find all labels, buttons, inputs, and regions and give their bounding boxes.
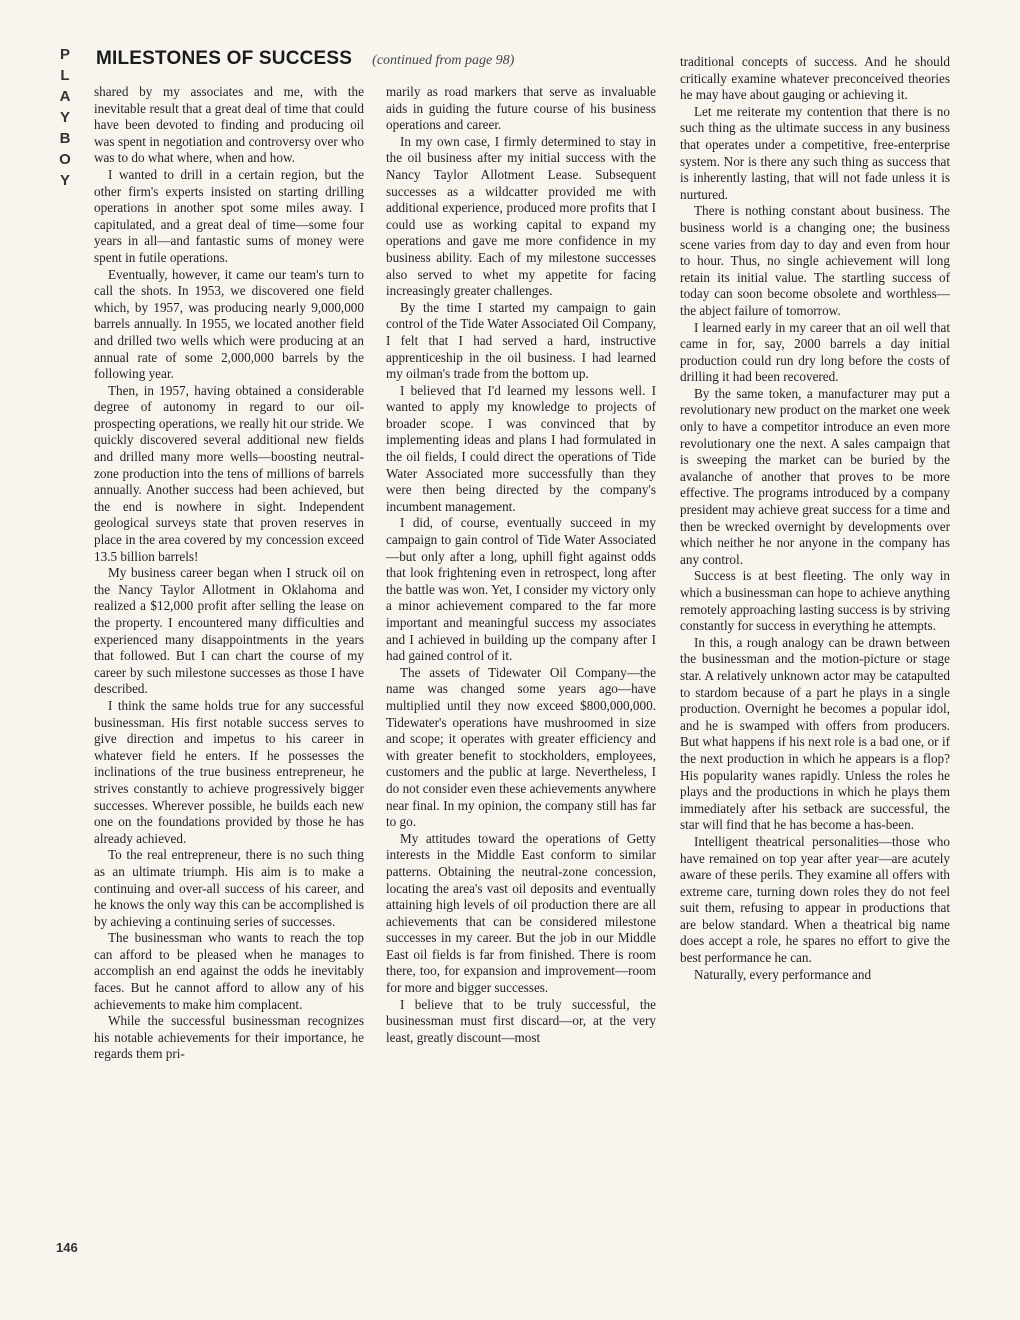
side-letter: Y: [59, 109, 70, 126]
text-column-2: [386, 84, 656, 1046]
paragraph: In my own case, I firmly determined to stay in the oil business after my initial success with the Nancy Taylor Allotment Lease. Subsequent successes as a wildcatter provided me with additional experience, produced more profits that I could use as working capital to expand my operations and gave me more confidence in my business ability. Each of my milestone successes also served to whet my appetite for facing increasingly greater challenges.: [386, 133, 656, 299]
magazine-name-vertical: [56, 44, 74, 191]
paragraph: marily as road markers that serve as invaluable aids in guiding the future course of his business operations and career.: [386, 84, 656, 133]
paragraph: I did, of course, eventually succeed in my campaign to gain control of Tide Water Associated—but only after a long, uphill fight against odds that look frightening even in retrospect, long after the battle was won. Yet, I consider my victory only a minor achievement compared to the far more important and meaningful success my associates and I achieved in building up the company after I had gained control of it.: [386, 515, 656, 664]
paragraph: Intelligent theatrical personalities—those who have remained on top year after year—are acutely aware of these perils. They examine all offers with extreme care, turning down roles they do not feel suit them, refusing to appear in productions that are below standard. When a theatrical big name does accept a role, he spares no effort to give the best performance he can.: [680, 833, 950, 966]
paragraph: Naturally, every performance and: [694, 966, 872, 982]
side-letter: O: [59, 151, 71, 168]
paragraph: shared by my associates and me, with the inevitable result that a great deal of time that could have been devoted to finding and producing oil was spent in negotiation and controversy over who was to do what where, when and how.: [94, 84, 364, 166]
paragraph: Let me reiterate my contention that there is no such thing as the ultimate success in any business that operates under a competitive, free-enterprise system. Nor is there any such thing as success that is inherently lasting, that will not fade unless it is nurtured.: [680, 103, 950, 202]
side-letter: L: [60, 67, 70, 84]
text-column-3: [680, 54, 950, 983]
paragraph: Success is at best fleeting. The only way in which a businessman can hope to achieve anything remotely approaching lasting success is by striving constantly for success in everything he attempts.: [680, 568, 950, 634]
paragraph: Then, in 1957, having obtained a considerable degree of autonomy in regard to our oil-prospecting operations, we really hit our stride. We quickly discovered several additional new fields and drilled many more wells—boosting neutral-zone production into the tens of millions of barrels annually. Another success had been achieved, but the end is nowhere in sight. Independent geological surveys state that proven reserves in place in the area covered by my concession exceed 13.5 billion barrels!: [94, 382, 364, 564]
paragraph: To the real entrepreneur, there is no such thing as an ultimate triumph. His aim is to make a continuing and over-all success of his career, and he knows the only way this can be accomplished is by achieving a continuing series of successes.: [94, 847, 364, 929]
paragraph: The businessman who wants to reach the top can afford to be pleased when he manages to accomplish an end against the odds he inevitably faces. But he cannot afford to allow any of his achievements to make him complacent.: [94, 930, 364, 1012]
paragraph: I believed that I'd learned my lessons well. I wanted to apply my knowledge to projects of broader scope. I was convinced that by implementing ideas and plans I had formulated in the oil fields, I could direct the operations of Tide Water Associated more successfully than they were then being directed by the company's incumbent management.: [386, 382, 656, 514]
paragraph: I wanted to drill in a certain region, but the other firm's experts insisted on starting drilling operations in another spot some miles away. I capitulated, and a great deal of time—some four years in all—and fantastic sums of money were spent in futile operations.: [94, 166, 364, 265]
paragraph: traditional concepts of success. And he should critically examine whatever preconceived theories he may have about gauging or achieving it.: [680, 54, 950, 103]
paragraph: There is nothing constant about business. The business world is a changing one; the business scene varies from day to day and even from hour to hour. Thus, no single achievement will long retain its initial value. The startling success of today can soon become obsolete and worthless—the abject failure of tomorrow.: [680, 203, 950, 318]
side-letter: A: [59, 88, 71, 105]
side-letter: P: [59, 46, 70, 63]
paragraph: By the time I started my campaign to gain control of the Tide Water Associated Oil Company, I felt that I had served a hard, instructive apprenticeship in the oil business. I had learned my oilman's trade from the bottom up.: [386, 299, 656, 382]
paragraph: I learned early in my career that an oil well that came in for, say, 2000 barrels a day initial production could run dry long before the costs of drilling it had been recovered.: [680, 319, 950, 385]
paragraph: The assets of Tidewater Oil Company—the name was changed some years ago—have multiplied until they now exceed $800,000,000. Tidewater's operations have mushroomed in size and scope; it operates with greater efficiency and with greater benefit to stockholders, employees, customers and the public at large. Nevertheless, I do not consider even these achievements anywhere near final. In my opinion, the company still has far to go.: [386, 664, 656, 830]
article-header: [96, 48, 514, 72]
article-title: MILESTONES OF SUCCESS: [96, 48, 353, 69]
side-letter: Y: [59, 172, 70, 189]
paragraph: Eventually, however, it came our team's turn to call the shots. In 1953, we discovered one field which, by 1957, was producing nearly 9,000,000 barrels annually. In 1955, we located another field and drilled two wells which were producing at an annual rate of some 2,000,000 barrels by the following year.: [94, 266, 364, 382]
paragraph: I think the same holds true for any successful businessman. His first notable success serves to give direction and impetus to his career in whatever field he enters. If he possesses the inclinations of the true business entrepreneur, he strives constantly to achieve progressively bigger successes. Wherever possible, he builds each new one on the foundations provided by those he has already achieved.: [94, 697, 364, 846]
continued-note: (continued from page 98): [372, 53, 515, 68]
paragraph: In this, a rough analogy can be drawn between the businessman and the motion-picture or stage star. A relatively unknown actor may be catapulted to stardom because of a part he plays in a single production. Overnight he becomes a popular idol, and he is swamped with offers from producers. But what happens if his next role is a bad one, or if the next production in which he appears is a flop? His popularity wanes rapidly. Unless the roles he plays and the productions in which he plays them immediately after his setback are successful, the star will find that he has become a has-been.: [680, 634, 950, 833]
paragraph: My business career began when I struck oil on the Nancy Taylor Allotment in Oklahoma and realized a $12,000 profit after selling the lease on the property. I encountered many difficulties and experienced many disappointments in the years that followed. But I can chart the course of my career by such milestone successes as those I have described.: [94, 565, 364, 697]
paragraph: My attitudes toward the operations of Getty interests in the Middle East conform to similar patterns. Obtaining the neutral-zone concession, locating the area's vast oil deposits and eventually attaining high levels of oil production there are all achievements that can be considered milestone successes in my career. But the job in our Middle East oil fields is far from finished. There is room there, too, for expansion and improvement—room for more and bigger successes.: [386, 830, 656, 996]
text-column-1: [94, 84, 364, 1063]
paragraph: I believe that to be truly successful, the businessman must first discard—or, at the very least, greatly discount—most: [386, 996, 656, 1045]
side-letter: B: [59, 130, 71, 147]
page-number: 146: [56, 1240, 78, 1255]
paragraph: While the successful businessman recognizes his notable achievements for their importance, he regards them pri-: [94, 1013, 364, 1062]
paragraph: By the same token, a manufacturer may put a revolutionary new product on the market one week only to have a competitor introduce an even more revolutionary one the next. A sales campaign that is sweeping the market can be buried by the avalanche of another that proves to be more effective. The programs introduced by a company president may achieve great success for a time and then be wrecked overnight by developments over which neither he nor anyone in the company has any control.: [680, 385, 950, 567]
